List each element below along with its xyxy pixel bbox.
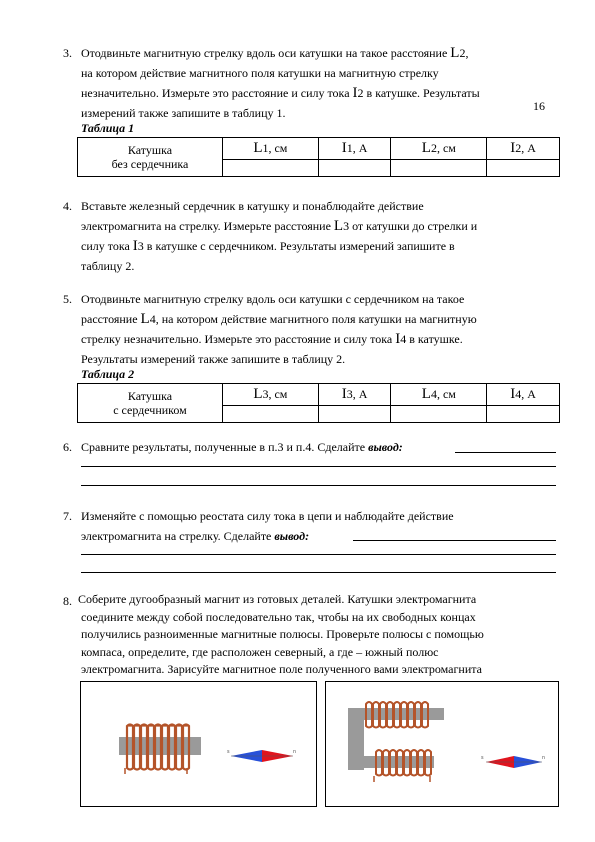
answer-line[interactable] bbox=[455, 452, 556, 453]
header-sym: I bbox=[341, 386, 347, 402]
item3-line bbox=[81, 83, 480, 103]
item-8-line: получились разноименные магнитные полюсы. Проверьте полюсы с помощью bbox=[81, 627, 484, 641]
item-7-line: Изменяйте с помощью реостата силу тока в цепи и наблюдайте действие bbox=[81, 509, 454, 523]
column-header bbox=[223, 384, 319, 406]
quantity-subscript: 4 bbox=[400, 332, 407, 346]
item-4-text bbox=[81, 196, 477, 276]
item-8-text bbox=[78, 591, 484, 679]
item-6-number: 6. bbox=[63, 440, 72, 454]
header-sym: I bbox=[510, 140, 516, 156]
header-unit: , А bbox=[521, 141, 536, 155]
column-header bbox=[318, 138, 391, 160]
header-unit: , см bbox=[268, 141, 288, 155]
quantity-subscript: 3 bbox=[137, 239, 144, 253]
header-sub: 3 bbox=[262, 387, 269, 401]
quantity-symbol: I bbox=[132, 238, 138, 254]
item-8-line: электромагнита. Зарисуйте магнитное поле полученного вами электромагнита bbox=[81, 662, 482, 676]
text-run: в катушке. Результаты bbox=[363, 86, 480, 100]
header-sym: I bbox=[510, 386, 516, 402]
text-run: в катушке. bbox=[406, 332, 463, 346]
item-7-conclusion-label: вывод: bbox=[274, 529, 310, 543]
table-input-cell[interactable] bbox=[223, 406, 319, 423]
column-header bbox=[487, 138, 560, 160]
item-6-prompt: Сравните результаты, полученные в п.3 и п.4. Сделайте bbox=[81, 440, 369, 454]
header-unit: , см bbox=[268, 387, 288, 401]
quantity-symbol: I bbox=[352, 85, 358, 101]
quantity-subscript: 3 bbox=[343, 219, 350, 233]
header-sub: 1 bbox=[346, 141, 353, 155]
text-run: , на котором действие магнитного поля катушки на магнитную bbox=[155, 312, 477, 326]
item-8-line: Соберите дугообразный магнит из готовых деталей. Катушки электромагнита bbox=[78, 592, 477, 606]
label-line: Катушка bbox=[127, 389, 173, 403]
item-7-line: электромагнита на стрелку. Сделайте bbox=[81, 529, 275, 543]
quantity-symbol: L bbox=[140, 311, 150, 327]
table-2-caption: Таблица 2 bbox=[81, 367, 135, 381]
header-sym: L bbox=[421, 386, 431, 402]
quantity-subscript: 2 bbox=[357, 86, 364, 100]
text-run: , bbox=[465, 46, 469, 60]
table-input-cell[interactable] bbox=[223, 160, 319, 177]
header-sym: I bbox=[341, 140, 347, 156]
table-input-cell[interactable] bbox=[487, 406, 560, 423]
header-unit: , А bbox=[352, 141, 368, 155]
item5-line: Результаты измерений также запишите в таблицу 2. bbox=[81, 352, 346, 366]
compass-needle bbox=[227, 749, 296, 762]
svg-text:s: s bbox=[481, 755, 484, 761]
text-run: расстояние bbox=[81, 312, 141, 326]
header-sym: L bbox=[421, 140, 431, 156]
answer-line[interactable] bbox=[81, 572, 556, 573]
drawing-frame-u-electromagnet[interactable] bbox=[325, 681, 559, 807]
item-3-number: 3. bbox=[63, 46, 72, 60]
column-header bbox=[391, 384, 487, 406]
header-sub: 4 bbox=[430, 387, 437, 401]
text-run: в катушке с сердечником. Результаты измерений запишите в bbox=[143, 239, 455, 253]
table-row-label bbox=[78, 138, 223, 177]
text-run: Отодвиньте магнитную стрелку вдоль оси катушки на такое расстояние bbox=[81, 46, 451, 60]
header-sub: 2 bbox=[430, 141, 437, 155]
item5-line bbox=[81, 329, 477, 349]
item-6-text bbox=[81, 437, 403, 457]
header-sym: L bbox=[253, 140, 263, 156]
table-input-cell[interactable] bbox=[318, 160, 391, 177]
column-header bbox=[318, 384, 391, 406]
quantity-subscript: 4 bbox=[149, 312, 156, 326]
item-7-number: 7. bbox=[63, 509, 72, 523]
text-run: незначительно. Измерьте это расстояние и силу тока bbox=[81, 86, 353, 100]
svg-text:n: n bbox=[542, 755, 546, 761]
svg-text:s: s bbox=[227, 749, 230, 755]
label-line: Катушка bbox=[127, 143, 173, 157]
table-input-cell[interactable] bbox=[318, 406, 391, 423]
table-1-caption: Таблица 1 bbox=[81, 121, 135, 135]
table-2 bbox=[77, 383, 560, 423]
header-sub: 4 bbox=[515, 387, 522, 401]
svg-text:n: n bbox=[293, 749, 297, 755]
item-8-line: компаса, определите, где расположен северный, а где – южный полюс bbox=[81, 644, 439, 659]
header-unit: , см bbox=[436, 387, 456, 401]
answer-line[interactable] bbox=[81, 485, 556, 486]
item-5-number: 5. bbox=[63, 292, 72, 306]
item-3-text bbox=[81, 43, 480, 123]
item5-line: Отодвиньте магнитную стрелку вдоль оси катушки с сердечником на такое bbox=[81, 292, 465, 306]
item-8-line: соедините между собой последовательно так, чтобы на их свободных концах bbox=[81, 609, 476, 624]
item4-line: таблицу 2. bbox=[81, 259, 135, 273]
item3-line: на котором действие магнитного поля катушки на магнитную стрелку bbox=[81, 66, 439, 80]
compass-needle bbox=[481, 755, 545, 768]
text-run: электромагнита на стрелку. Измерьте расстояние bbox=[81, 219, 334, 233]
quantity-symbol: L bbox=[450, 45, 460, 61]
item4-line bbox=[81, 236, 477, 256]
table-1 bbox=[77, 137, 560, 177]
column-header bbox=[391, 138, 487, 160]
item-5-text bbox=[81, 289, 477, 369]
u-electromagnet-illustration bbox=[326, 682, 558, 806]
straight-electromagnet-illustration bbox=[81, 682, 316, 806]
label-line: с сердечником bbox=[113, 403, 187, 417]
header-sym: L bbox=[253, 386, 263, 402]
answer-line[interactable] bbox=[353, 540, 556, 541]
header-unit: , см bbox=[436, 141, 456, 155]
item4-line: Вставьте железный сердечник в катушку и понаблюдайте действие bbox=[81, 199, 424, 213]
item3-line: измерений также запишите в таблицу 1. bbox=[81, 106, 286, 120]
drawing-frame-straight-electromagnet[interactable] bbox=[80, 681, 317, 807]
quantity-symbol: L bbox=[333, 218, 344, 234]
table-input-cell[interactable] bbox=[391, 406, 487, 423]
page-number: 16 bbox=[533, 99, 545, 113]
table-input-cell[interactable] bbox=[391, 160, 487, 177]
label-line: без сердечника bbox=[111, 157, 189, 171]
text-run: силу тока bbox=[81, 239, 133, 253]
header-sub: 2 bbox=[515, 141, 522, 155]
column-header bbox=[487, 384, 560, 406]
quantity-symbol: I bbox=[395, 331, 401, 347]
text-run: от катушки до стрелки и bbox=[349, 219, 478, 233]
item4-line bbox=[81, 216, 477, 236]
quantity-subscript: 2 bbox=[459, 46, 466, 60]
item5-line bbox=[81, 309, 477, 329]
text-run: стрелку незначительно. Измерьте это расстояние и силу тока bbox=[81, 332, 396, 346]
item-6-conclusion-label: вывод: bbox=[368, 440, 403, 454]
answer-line[interactable] bbox=[81, 554, 556, 555]
header-sub: 1 bbox=[262, 141, 269, 155]
table-input-cell[interactable] bbox=[487, 160, 560, 177]
item-8-number: 8. bbox=[63, 594, 72, 608]
item3-line bbox=[81, 43, 480, 63]
header-sub: 3 bbox=[346, 387, 353, 401]
header-unit: , А bbox=[521, 387, 536, 401]
answer-line[interactable] bbox=[81, 466, 556, 467]
column-header bbox=[223, 138, 319, 160]
item-4-number: 4. bbox=[63, 199, 72, 213]
table-row-label bbox=[78, 384, 223, 423]
header-unit: , А bbox=[352, 387, 368, 401]
